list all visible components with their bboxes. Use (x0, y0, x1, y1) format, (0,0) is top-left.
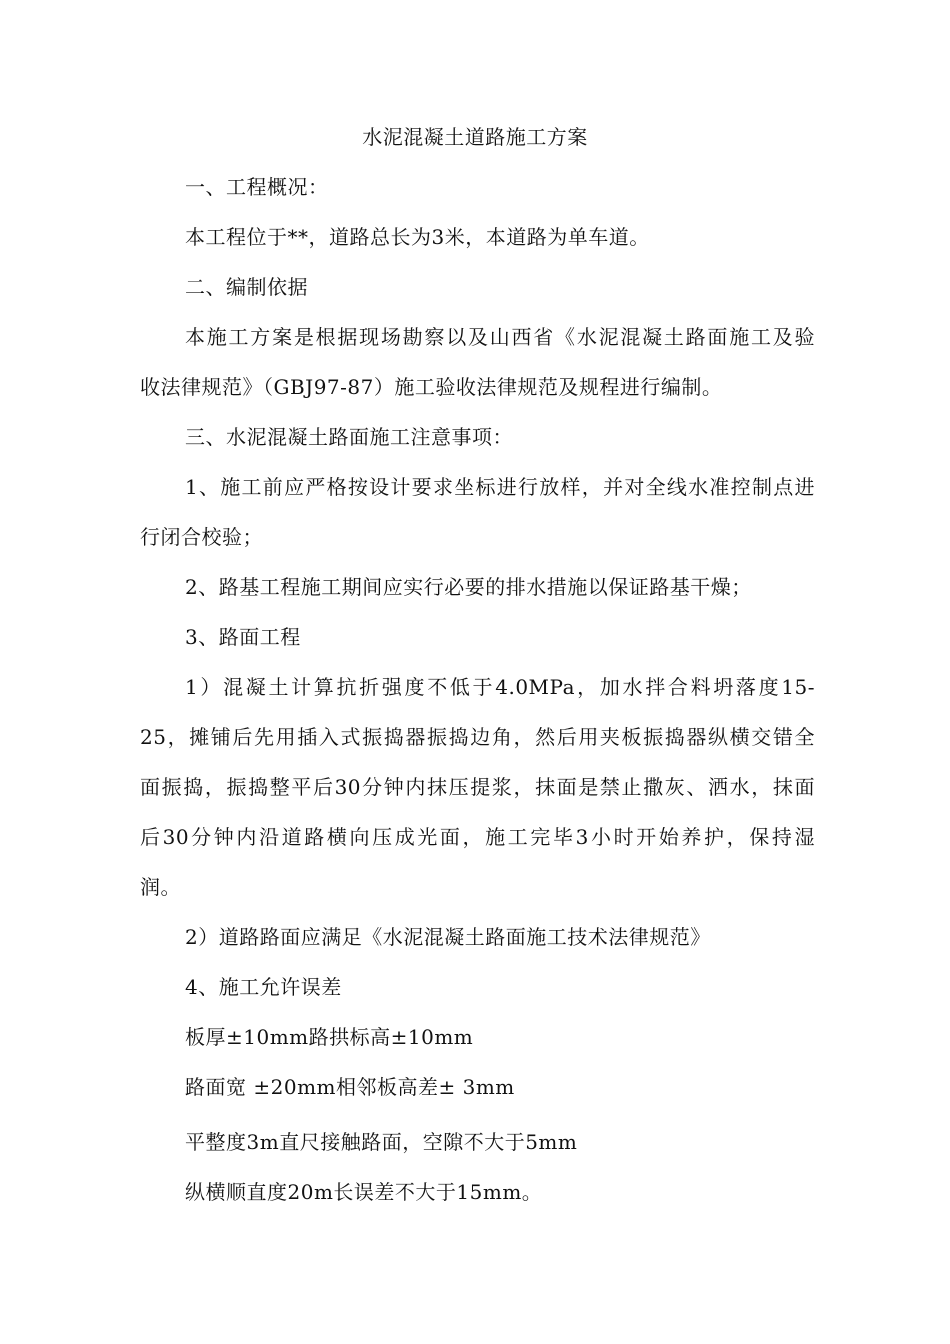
item-4-heading: 4、施工允许误差 (185, 975, 342, 999)
subitem-1-line-1: 1）混凝土计算抗折强度不低于4.0MPa，加水拌合料坍落度15- (185, 675, 815, 699)
tolerance-width: 路面宽 ±20mm相邻板高差± 3mm (185, 1075, 515, 1099)
subitem-1-line-2: 25，摊铺后先用插入式振捣器振捣边角，然后用夹板振捣器纵横交错全 (140, 725, 815, 749)
item-1-line-2: 行闭合校验； (140, 525, 263, 549)
subitem-1-line-4: 后30分钟内沿道路横向压成光面，施工完毕3小时开始养护，保持湿 (140, 825, 815, 849)
item-1-line-1: 1、施工前应严格按设计要求坐标进行放样，并对全线水准控制点进 (185, 475, 815, 499)
paragraph-overview: 本工程位于**，道路总长为3米，本道路为单车道。 (185, 225, 650, 249)
section-heading-precautions: 三、水泥混凝土路面施工注意事项： (185, 425, 513, 449)
paragraph-basis-line-1: 本施工方案是根据现场勘察以及山西省《水泥混凝土路面施工及验 (185, 325, 815, 349)
subitem-1-line-3: 面振捣，振捣整平后30分钟内抹压提浆，抹面是禁止撒灰、洒水，抹面 (140, 775, 815, 799)
tolerance-straightness: 纵横顺直度20m长误差不大于15mm。 (185, 1180, 543, 1204)
section-heading-basis: 二、编制依据 (185, 275, 308, 299)
item-3-heading: 3、路面工程 (185, 625, 301, 649)
tolerance-thickness: 板厚±10mm路拱标高±10mm (185, 1025, 474, 1049)
item-2: 2、路基工程施工期间应实行必要的排水措施以保证路基干燥； (185, 575, 752, 599)
document-title: 水泥混凝土道路施工方案 (362, 125, 588, 149)
subitem-2: 2）道路路面应满足《水泥混凝土路面施工技术法律规范》 (185, 925, 711, 949)
paragraph-basis-line-2: 收法律规范》（GBJ97-87）施工验收法律规范及规程进行编制。 (140, 375, 723, 399)
subitem-1-line-5: 润。 (140, 875, 181, 899)
section-heading-overview: 一、工程概况： (185, 175, 329, 199)
tolerance-flatness: 平整度3m直尺接触路面，空隙不大于5mm (185, 1130, 578, 1154)
